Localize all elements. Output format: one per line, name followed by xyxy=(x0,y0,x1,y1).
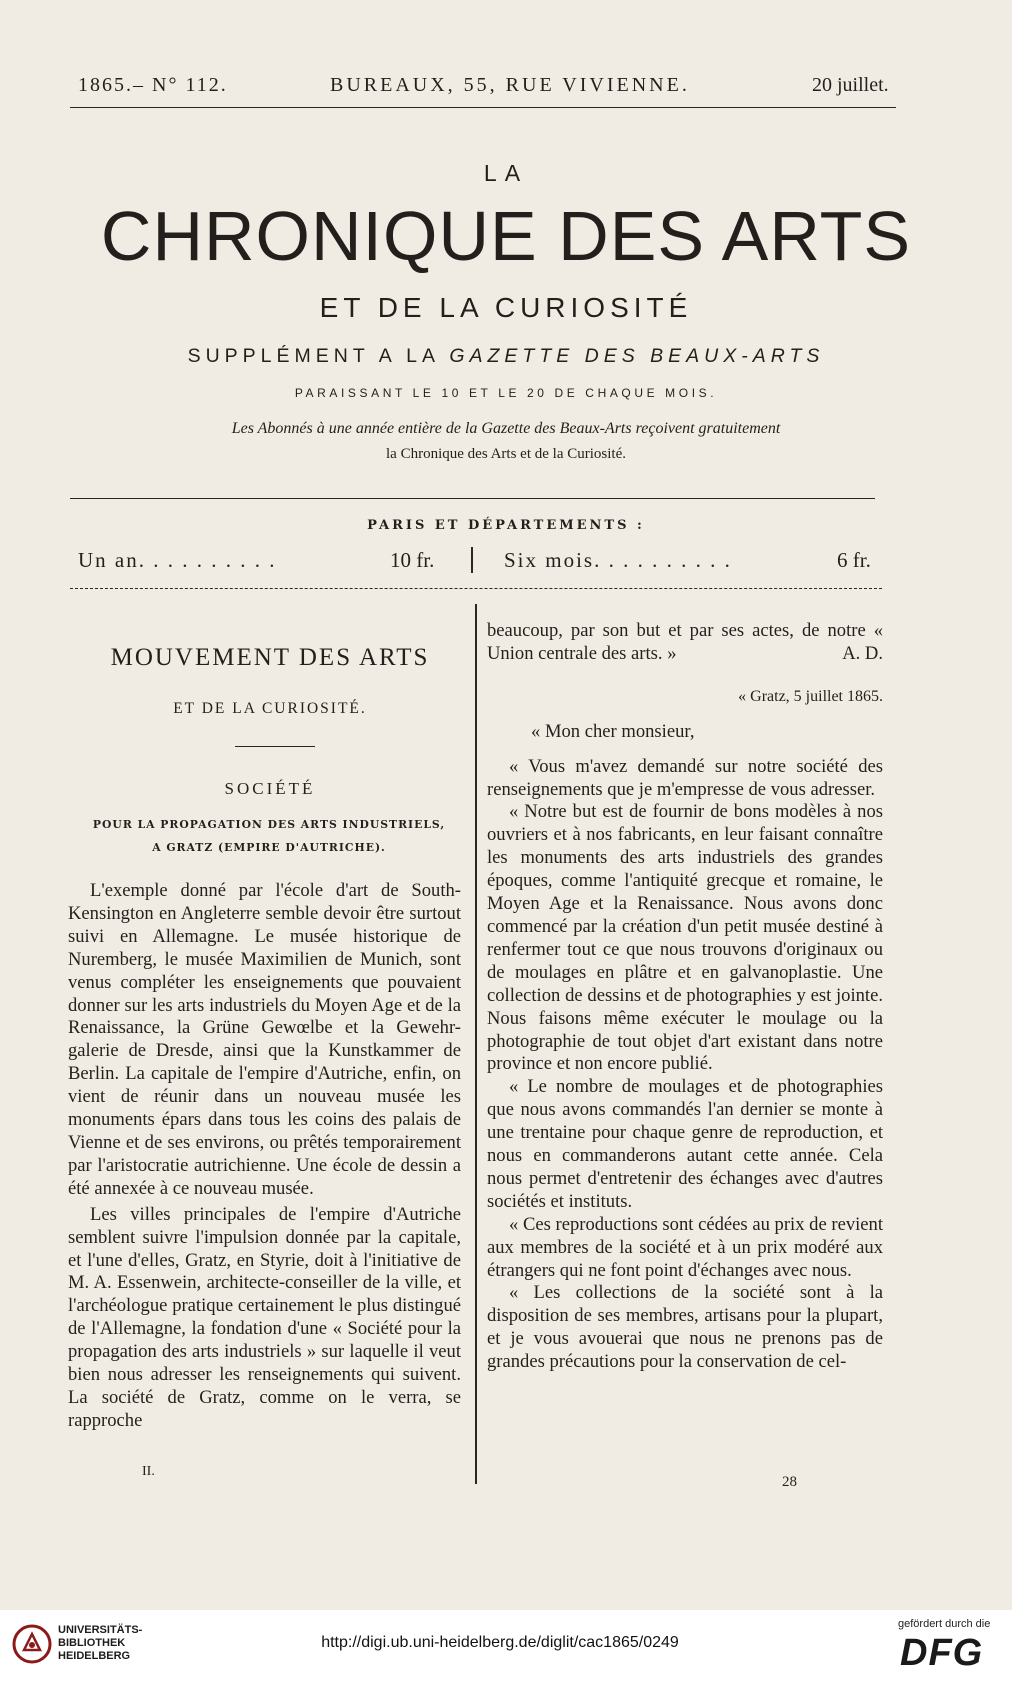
masthead-subtitle: ET DE LA CURIOSITÉ xyxy=(319,292,693,323)
subscriber-notice-1: Les Abonnés à une année entière de la Gazette des Beaux-Arts reçoivent gratuitement xyxy=(231,420,781,437)
six-month-rate-price: 6 fr. xyxy=(837,548,871,572)
right-paragraph-5: « Les collections de la société sont à la disposition de ses membres, artisans pour la plupart, et je vous avouerai que nous ne prenons pas de grandes précautions pour la conservation de cel- xyxy=(487,1282,883,1373)
page-number: 28 xyxy=(782,1474,797,1490)
continuation-text: beaucoup, par son but et par ses actes, de notre « Union centrale des arts. » xyxy=(487,620,883,664)
article-title: SOCIÉTÉ xyxy=(224,779,316,798)
subscription-heading: PARIS ET DÉPARTEMENTS : xyxy=(367,518,645,533)
signature-mark: II. xyxy=(142,1464,155,1479)
header-rule xyxy=(70,107,896,108)
right-article-body xyxy=(487,620,883,1374)
dateline: « Gratz, 5 juillet 1865. xyxy=(738,687,883,705)
office-address: BUREAUX, 55, RUE VIVIENNE. xyxy=(330,74,690,96)
article-subtitle-2: A GRATZ (EMPIRE D'AUTRICHE). xyxy=(152,841,386,854)
section-title: MOUVEMENT DES ARTS xyxy=(110,644,430,671)
issue-date: 20 juillet. xyxy=(812,74,889,96)
right-paragraph-4: « Ces reproductions sont cédées au prix de revient aux membres de la société et à un prix modéré aux étrangers qui ne font point d'échanges avec nous. xyxy=(487,1213,883,1281)
library-line-3: HEIDELBERG xyxy=(58,1650,131,1662)
column-divider xyxy=(475,604,477,1484)
left-paragraph-2: Les villes principales de l'empire d'Autriche semblent suivre l'impulsion donnée par la capitale, et l'une d'elles, Gratz, en Styrie, doit à l'initiative de M. A. Essenwein, architecte-conseiller de la ville, et l'archéologue pratique certainement le plus distingué de l'Allemagne, la fondation d'une « Société pour la propagation des arts industriels » sur laquelle il veut bien nous adresser les renseignements qui suivent. La société de Gratz, comme on le verra, se rapproche xyxy=(68,1203,461,1431)
masthead-rule xyxy=(70,498,875,499)
masthead-title: CHRONIQUE DES ARTS xyxy=(100,197,912,275)
right-paragraph-1: « Vous m'avez demandé sur notre société des renseignements que je m'empresse de vous adresser. xyxy=(487,755,883,800)
subscription-rule xyxy=(70,588,882,589)
supplement-line xyxy=(0,345,1012,368)
supplement-prefix: SUPPLÉMENT A LA xyxy=(187,345,439,367)
year-rate-price: 10 fr. xyxy=(390,548,435,572)
rate-divider xyxy=(471,547,473,573)
publication-frequency: PARAISSANT LE 10 ET LE 20 DE CHAQUE MOIS. xyxy=(294,386,718,400)
salutation: « Mon cher monsieur, xyxy=(531,720,695,742)
article-subtitle-1: POUR LA PROPAGATION DES ARTS INDUSTRIELS, xyxy=(92,818,446,831)
funder-logo: DFG xyxy=(900,1632,984,1674)
six-month-rate-label: Six mois. . . . . . . . . . xyxy=(504,548,732,572)
funding-note: gefördert durch die xyxy=(898,1618,991,1630)
masthead-article: LA xyxy=(483,160,529,186)
library-seal-icon xyxy=(12,1624,52,1664)
right-paragraph-2: « Notre but est de fournir de bons modèles à nos ouvriers et à nos fabricants, en leur faisant connaître les monuments des arts industriels des grandes époques, comme l'antiquité grecque et romaine, le Moyen Age et la Renaissance. Nous avons donc commencé par la création d'un petit musée destiné à renfermer tout ce que nous trouvons d'originaux ou de moulages en plâtre et en galvanoplastie. Une collection de dessins et de photographies y est jointe. Nous faisons même exécuter le moulage ou la photographie de tout objet d'art existant dans notre province et non encore publié. xyxy=(487,801,883,1075)
year-rate-label: Un an. . . . . . . . . . xyxy=(78,548,277,572)
library-line-1: UNIVERSITÄTS- xyxy=(58,1624,143,1636)
right-continuation xyxy=(487,620,883,666)
library-name xyxy=(58,1624,142,1663)
left-article-body xyxy=(68,880,461,1433)
right-paragraph-3: « Le nombre de moulages et de photographies que nous avons commandés l'an dernier se monte à une trentaine pour chaque genre de reproduction, et nous en commanderons autant cette année. Cela nous permet d'entretenir des échanges avec d'autres sociétés et instituts. xyxy=(487,1076,883,1212)
section-subtitle: ET DE LA CURIOSITÉ. xyxy=(173,700,367,717)
issue-number: 1865.– N° 112. xyxy=(78,74,228,96)
library-line-2: BIBLIOTHEK xyxy=(58,1637,126,1649)
subscriber-notice-2: la Chronique des Arts et de la Curiosité. xyxy=(386,446,626,462)
left-paragraph-1: L'exemple donné par l'école d'art de South-Kensington en Angleterre semble devoir être surtout suivi en Allemagne. Le musée historique de Nuremberg, le musée Maximilien de Munich, sont venus compléter les enseignements que pouvaient donner sur les arts industriels du Moyen Age et de la Renaissance, la Grüne Gewœlbe et la Gewehr-galerie de Dresde, ainsi que la Kunstkammer de Berlin. La capitale de l'empire d'Autriche, enfin, on vient de réunir dans un nouveau musée les monuments épars dans tous les coins des palais de Vienne et de ses environs, ou prêtés temporairement par l'aristocratie autrichienne. Une école de dessin a été annexée à ce nouveau musée. xyxy=(68,880,461,1199)
source-url[interactable]: http://digi.ub.uni-heidelberg.de/diglit/cac1865/0249 xyxy=(321,1634,679,1651)
supplement-gazette: GAZETTE DES BEAUX-ARTS xyxy=(449,345,825,367)
author-initials: A. D. xyxy=(842,642,883,664)
digitization-footer xyxy=(0,1610,1012,1681)
section-short-rule xyxy=(235,746,315,747)
